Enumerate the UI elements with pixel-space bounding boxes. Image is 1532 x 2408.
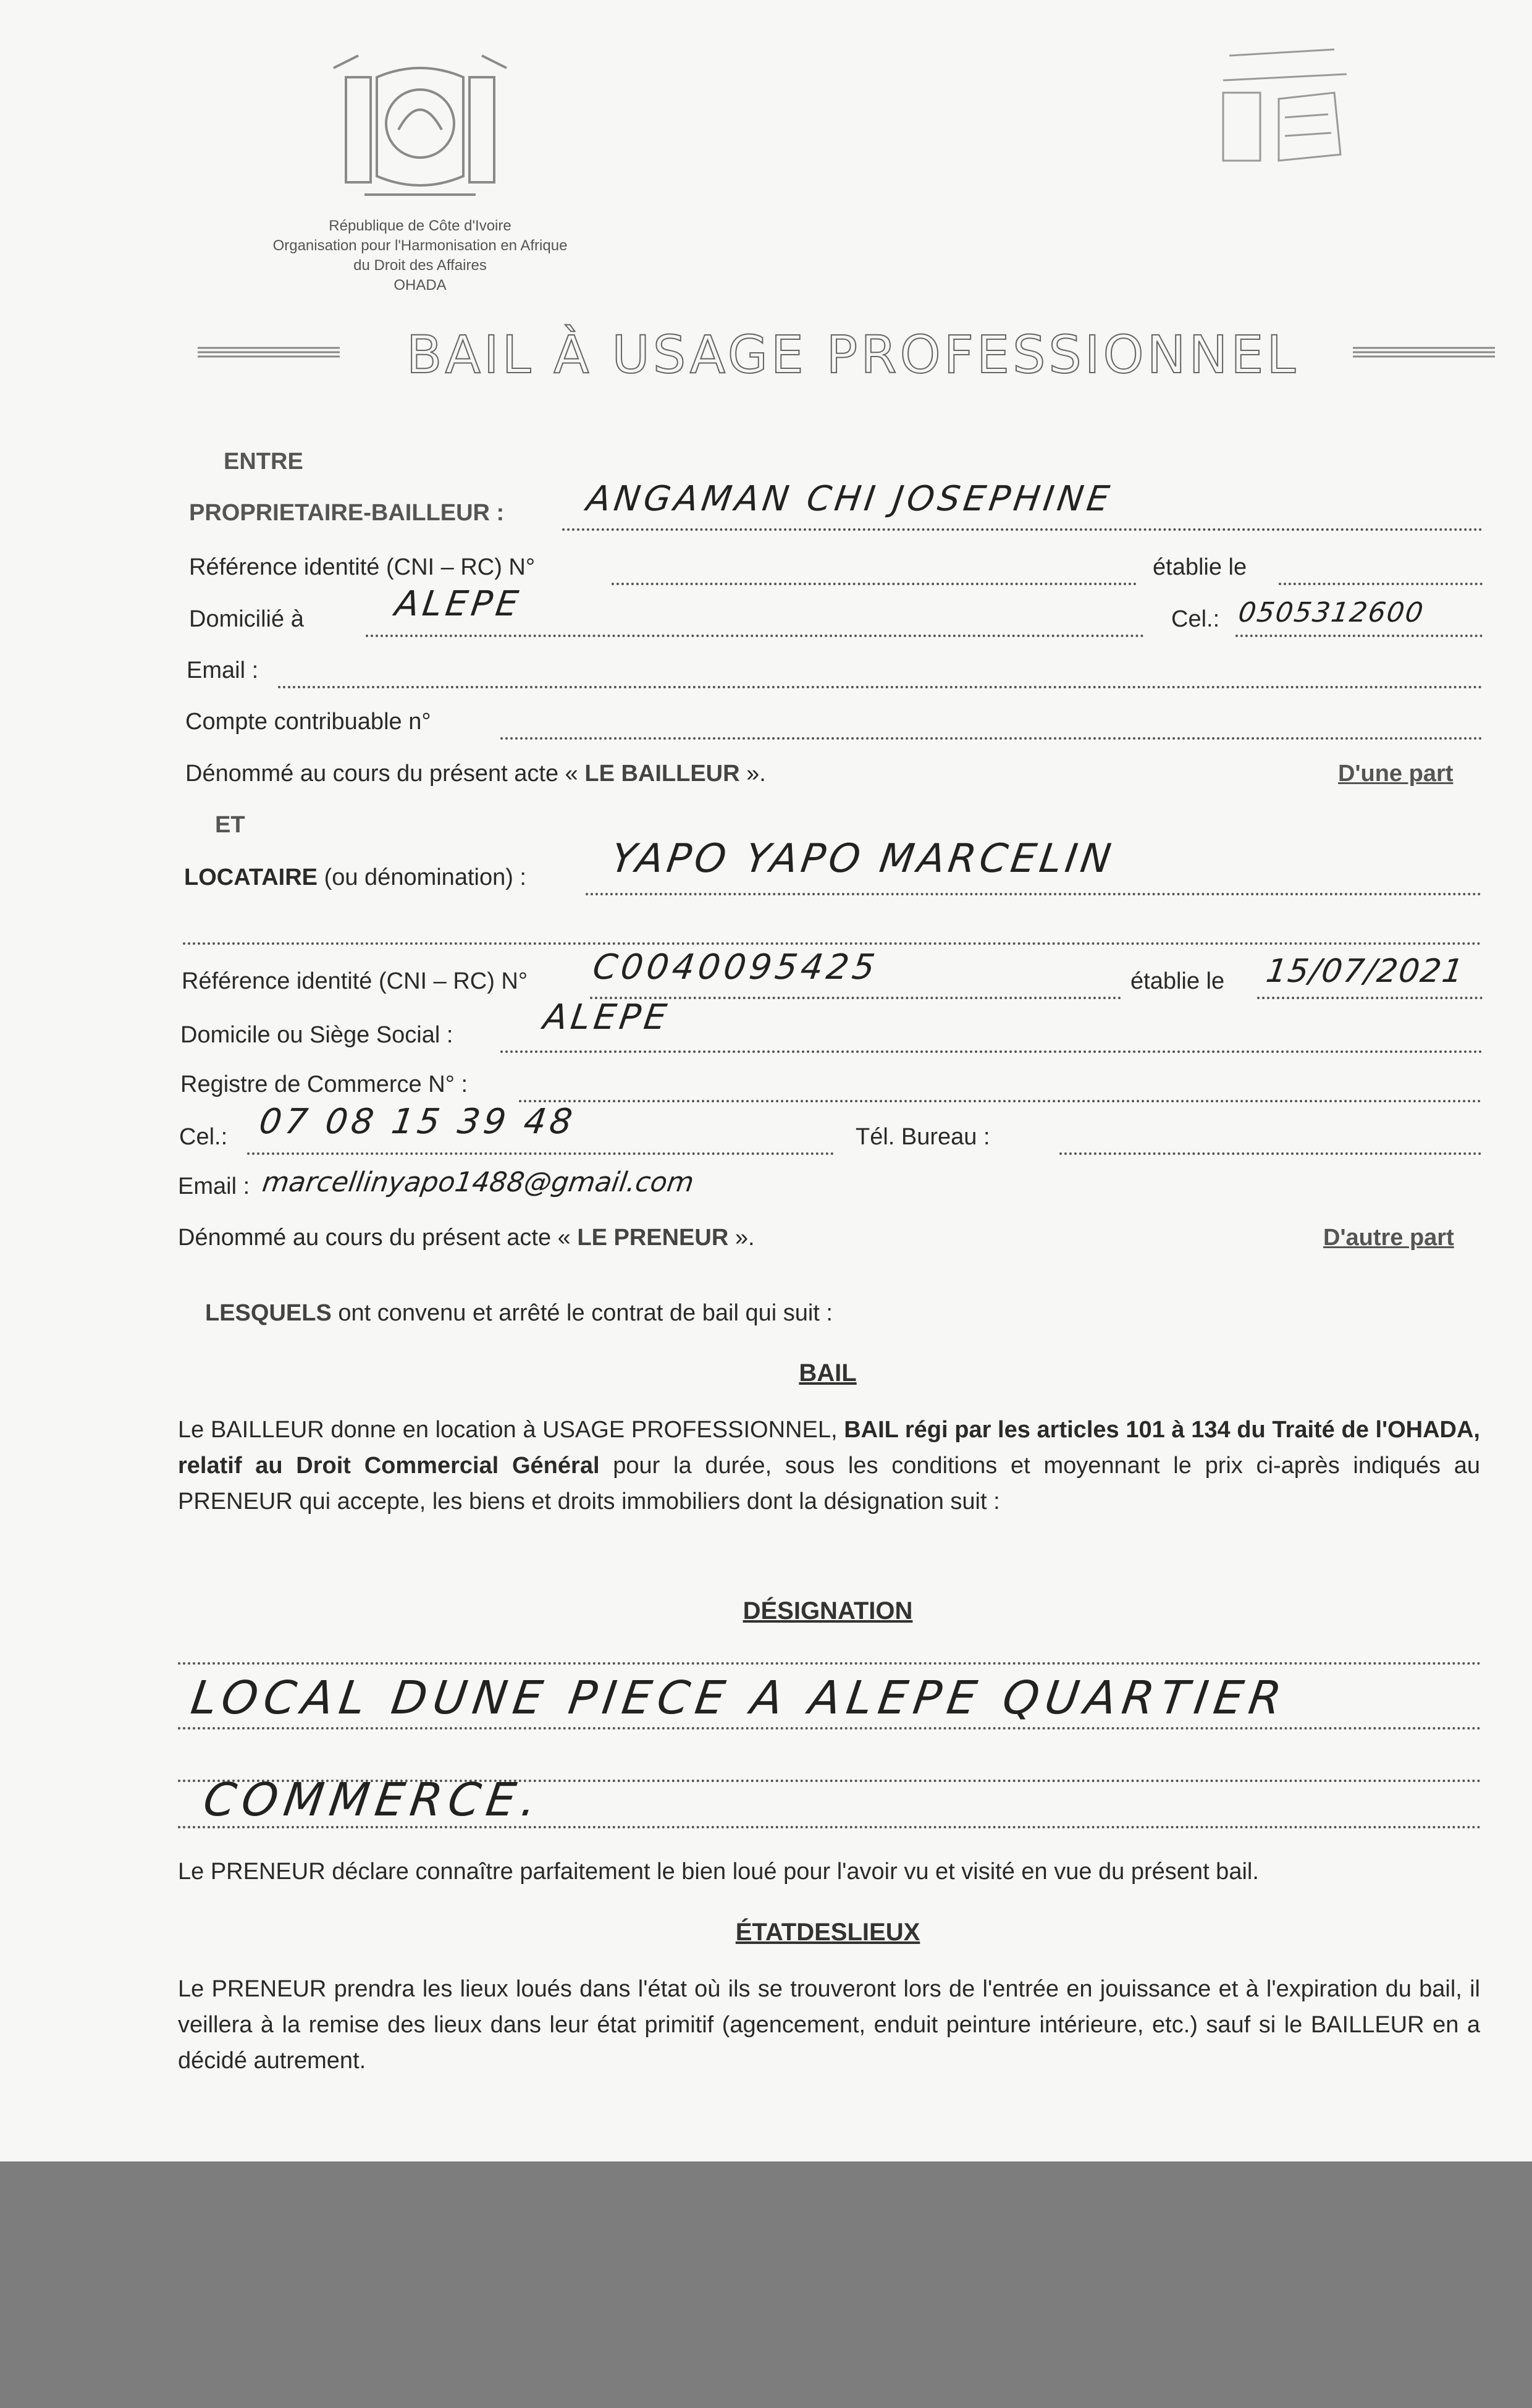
locataire-cel-label: Cel.:: [179, 1124, 228, 1150]
locataire-registre-line: [519, 1069, 1481, 1102]
etat-heading: ÉTATDESLIEUX: [735, 1919, 920, 1946]
lesquels-text: [205, 1298, 833, 1329]
locataire-cel-value: 07 08 15 39 48: [256, 1102, 579, 1142]
locataire-tel-line: [1059, 1122, 1481, 1155]
lesquels-rest: ont convenu et arrêté le contrat de bail qui suit :: [331, 1300, 833, 1326]
designation-value-2: COMMERCE.: [200, 1773, 546, 1827]
org-line-org: Organisation pour l'Harmonisation en Afrique: [272, 237, 568, 254]
locataire-name-line-2: [183, 911, 1481, 945]
locataire-etablie-value: 15/07/2021: [1263, 953, 1467, 990]
bail-heading: BAIL: [799, 1359, 857, 1387]
bailleur-cel-value: 0505312600: [1236, 597, 1426, 628]
locataire-email-label: Email :: [178, 1173, 250, 1199]
locataire-part: D'autre part: [1323, 1225, 1454, 1251]
stamp-mark: [1211, 43, 1359, 185]
title-ornament-right: [1353, 344, 1495, 360]
bailleur-name-value: ANGAMAN CHI JOSEPHINE: [584, 479, 1116, 519]
page-title: BAIL À USAGE PROFESSIONNEL: [406, 324, 1299, 385]
bailleur-domicile-value: ALEPE: [392, 584, 524, 624]
bailleur-cel-label: Cel.:: [1171, 606, 1220, 632]
designation-line-2: [178, 1727, 1481, 1730]
locataire-name-value: YAPO YAPO MARCELIN: [608, 836, 1117, 882]
bailleur-compte-line: [500, 706, 1483, 740]
designation-value-1: LOCAL DUNE PIECE A ALEPE QUARTIER: [187, 1671, 1291, 1725]
locataire-ref-value: C0040095425: [590, 947, 882, 987]
locataire-registre-label: Registre de Commerce N° :: [180, 1071, 468, 1097]
designation-heading: DÉSIGNATION: [743, 1597, 913, 1624]
et-label: ET: [215, 812, 245, 838]
bailleur-etablie-line: [1279, 552, 1483, 585]
bailleur-compte-label: Compte contribuable n°: [185, 709, 431, 735]
bailleur-denomme-bold: LE BAILLEUR: [584, 761, 740, 787]
bailleur-domicile-label: Domicilié à: [189, 606, 304, 632]
bail-p-start: Le BAILLEUR donne en location à USAGE PROFESSIONNEL,: [178, 1417, 844, 1443]
locataire-label-rest: (ou dénomination) :: [318, 864, 526, 890]
locataire-denomme-prefix: Dénommé au cours du présent acte «: [178, 1225, 578, 1251]
designation-line-1: [178, 1662, 1481, 1665]
title-row: [198, 324, 1495, 385]
locataire-email-value: marcellinyapo1488@gmail.com: [260, 1167, 696, 1198]
locataire-label: [184, 862, 526, 893]
org-line-droit: du Droit des Affaires: [353, 257, 487, 274]
bailleur-part: D'une part: [1338, 761, 1454, 787]
locataire-ref-label: Référence identité (CNI – RC) N°: [182, 968, 528, 994]
bailleur-denomme-prefix: Dénommé au cours du présent acte «: [185, 761, 585, 787]
bailleur-ref-line: [612, 552, 1137, 585]
bail-paragraph: [178, 1412, 1480, 1519]
locataire-domicile-value: ALEPE: [541, 997, 673, 1037]
locataire-domicile-label: Domicile ou Siège Social :: [180, 1022, 453, 1048]
bail-p-bold: BAIL régi par les articles 101 à 134 du Traité de l'OHADA, relatif au Droit Commercial Général: [178, 1417, 1480, 1479]
title-ornament-left: [198, 344, 340, 360]
bailleur-etablie-label: établie le: [1153, 554, 1247, 580]
locataire-denomme-bold: LE PRENEUR: [577, 1225, 729, 1251]
entre-label: ENTRE: [224, 449, 303, 475]
coat-of-arms-seal: [321, 53, 519, 210]
locataire-etablie-label: établie le: [1130, 968, 1225, 994]
bailleur-email-line: [278, 655, 1483, 688]
lesquels-bold: LESQUELS: [205, 1300, 332, 1326]
bail-p-end: pour la durée, sous les conditions et moyennant le prix ci-après indiqués au PRENEUR qui accepte, les biens et droits immobiliers dont la désignation suit :: [178, 1453, 1480, 1515]
bailleur-denomme: [185, 758, 766, 789]
org-line-country: République de Côte d'Ivoire: [329, 218, 511, 234]
locataire-denomme: [178, 1222, 755, 1253]
scan-background: [0, 2161, 1532, 2408]
bailleur-denomme-suffix: ».: [739, 761, 766, 787]
locataire-label-bold: LOCATAIRE: [184, 864, 318, 890]
bailleur-email-label: Email :: [187, 657, 259, 683]
organization-block: [185, 216, 655, 295]
locataire-denomme-suffix: ».: [728, 1225, 755, 1251]
etat-paragraph: Le PRENEUR prendra les lieux loués dans l'état où ils se trouveront lors de l'entrée en jouissance et à l'expiration du bail, il veillera à la remise des lieux dans leur état primitif (agencement, enduit peinture intérieure, etc.) sauf si le BAILLEUR en a décidé autrement.: [178, 1976, 1480, 2074]
bailleur-label: PROPRIETAIRE-BAILLEUR :: [189, 500, 505, 526]
org-line-ohada: OHADA: [394, 277, 447, 294]
bailleur-ref-label: Référence identité (CNI – RC) N°: [189, 554, 536, 580]
locataire-tel-label: Tél. Bureau :: [856, 1124, 990, 1150]
designation-after: Le PRENEUR déclare connaître parfaitement le bien loué pour l'avoir vu et visité en vue du présent bail.: [178, 1859, 1259, 1885]
